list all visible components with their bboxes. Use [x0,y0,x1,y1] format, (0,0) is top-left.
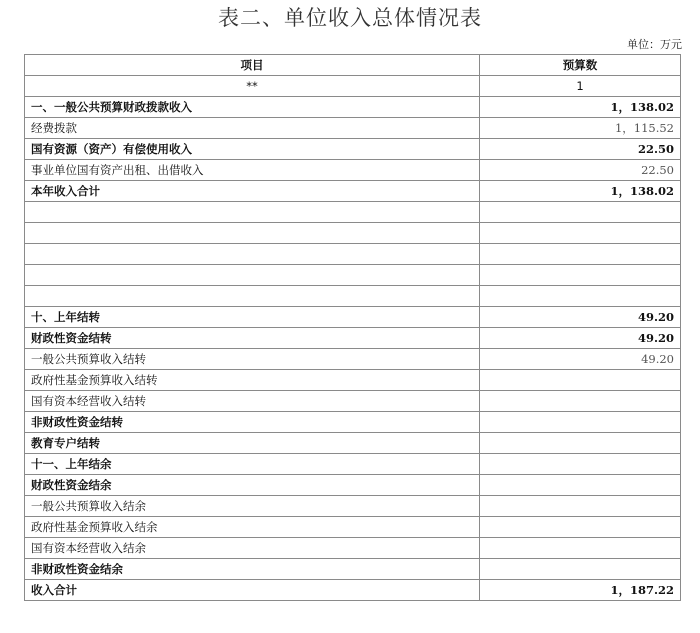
row-value: 1，138.02 [480,181,681,202]
table-row [25,538,681,559]
row-value: 1，187.22 [480,580,681,601]
row-value [480,559,681,580]
row-value [480,517,681,538]
table-row [25,517,681,538]
table-row [25,412,681,433]
row-label [25,202,480,223]
row-label [25,265,480,286]
row-value [480,370,681,391]
row-label: 本年收入合计 [25,181,480,202]
column-header-item: 项目 [25,55,480,76]
row-value [480,538,681,559]
table-row [25,244,681,265]
table-row [25,118,681,139]
row-label: 一般公共预算收入结余 [25,496,480,517]
table-row [25,370,681,391]
row-value [480,202,681,223]
row-value: 22.50 [480,139,681,160]
row-label: 收入合计 [25,580,480,601]
table-row [25,181,681,202]
index-cell-item: ** [25,76,480,97]
table-row [25,223,681,244]
row-value [480,223,681,244]
row-label [25,223,480,244]
row-label [25,286,480,307]
header-row [25,55,681,76]
table-row [25,139,681,160]
row-label: 十一、上年结余 [25,454,480,475]
row-label: 一般公共预算收入结转 [25,349,480,370]
row-value [480,391,681,412]
row-label [25,244,480,265]
row-label: 经费拨款 [25,118,480,139]
row-label: 财政性资金结余 [25,475,480,496]
table-row [25,580,681,601]
row-label: 非财政性资金结转 [25,412,480,433]
row-label: 事业单位国有资产出租、出借收入 [25,160,480,181]
row-label: 国有资源（资产）有偿使用收入 [25,139,480,160]
row-label: 国有资本经营收入结转 [25,391,480,412]
row-label: 政府性基金预算收入结转 [25,370,480,391]
table-row [25,328,681,349]
table-row [25,307,681,328]
row-label: 国有资本经营收入结余 [25,538,480,559]
column-header-budget: 预算数 [480,55,681,76]
table-row [25,286,681,307]
row-value [480,286,681,307]
row-value [480,412,681,433]
row-value [480,496,681,517]
row-value: 49.20 [480,328,681,349]
row-label: 财政性资金结转 [25,328,480,349]
row-value [480,475,681,496]
row-label: 一、一般公共预算财政拨款收入 [25,97,480,118]
unit-label: 单位：万元 [627,38,682,51]
table-row [25,97,681,118]
table-row [25,559,681,580]
row-value: 1，138.02 [480,97,681,118]
row-value: 1，115.52 [480,118,681,139]
table-row [25,160,681,181]
table-row [25,391,681,412]
row-value [480,244,681,265]
row-label: 十、上年结转 [25,307,480,328]
row-value [480,454,681,475]
row-label: 非财政性资金结余 [25,559,480,580]
row-value: 49.20 [480,307,681,328]
table-row [25,349,681,370]
table-row [25,433,681,454]
row-value: 22.50 [480,160,681,181]
row-label: 教育专户结转 [25,433,480,454]
row-label: 政府性基金预算收入结余 [25,517,480,538]
index-row [25,76,681,97]
table-title: 表二、单位收入总体情况表 [218,6,482,30]
table-row [25,496,681,517]
row-value [480,265,681,286]
row-value [480,433,681,454]
income-summary-table [24,54,681,601]
table-row [25,202,681,223]
table-row [25,475,681,496]
row-value: 49.20 [480,349,681,370]
table-row [25,454,681,475]
table-row [25,265,681,286]
index-cell-budget: 1 [480,76,681,97]
